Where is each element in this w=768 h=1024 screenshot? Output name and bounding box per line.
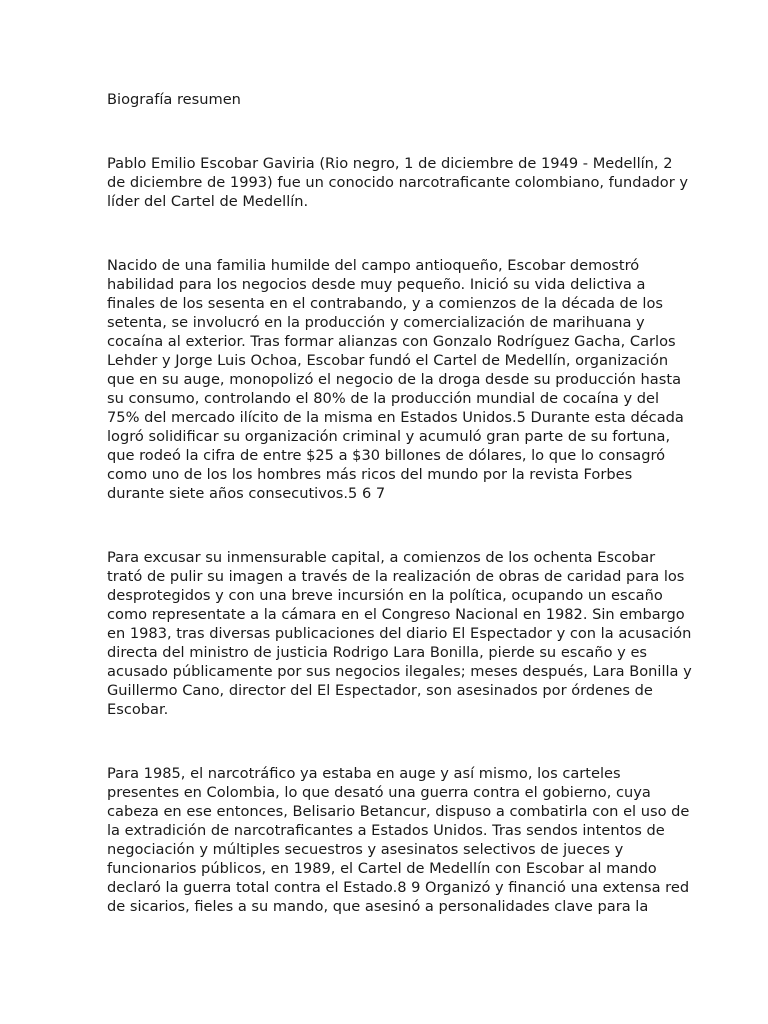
text-line: líder del Cartel de Medellín. <box>107 193 309 210</box>
text-line: Para 1985, el narcotráfico ya estaba en auge y así mismo, los carteles <box>107 765 621 782</box>
text-line: cabeza en ese entonces, Belisario Betancur, dispuso a combatirla con el uso de <box>107 803 690 820</box>
text-line: como representate a la cámara en el Congreso Nacional en 1982. Sin embargo <box>107 606 685 623</box>
paragraph-war <box>107 764 690 916</box>
text-line: declaró la guerra total contra el Estado.8 9 Organizó y financió una extensa red <box>107 879 690 896</box>
text-line: directa del ministro de justicia Rodrigo Lara Bonilla, pierde su escaño y es <box>107 644 648 661</box>
text-line: trató de pulir su imagen a través de la realización de obras de caridad para los <box>107 568 685 585</box>
text-line: de sicarios, fieles a su mando, que asesinó a personalidades clave para la <box>107 898 649 915</box>
text-line: funcionarios públicos, en 1989, el Cartel de Medellín con Escobar al mando <box>107 860 657 877</box>
text-line: de diciembre de 1993) fue un conocido narcotraficante colombiano, fundador y <box>107 174 688 191</box>
text-line: presentes en Colombia, lo que desató una guerra contra el gobierno, cuya <box>107 784 651 801</box>
text-line: Pablo Emilio Escobar Gaviria (Rio negro, 1 de diciembre de 1949 - Medellín, 2 <box>107 155 673 172</box>
paragraph-intro <box>107 154 688 211</box>
text-line: Lehder y Jorge Luis Ochoa, Escobar fundó el Cartel de Medellín, organización <box>107 352 669 369</box>
text-line: finales de los sesenta en el contrabando, y a comienzos de la década de los <box>107 295 663 312</box>
text-line: como uno de los los hombres más ricos del mundo por la revista Forbes <box>107 466 633 483</box>
paragraph-early-life <box>107 256 684 503</box>
text-line: acusado públicamente por sus negocios ilegales; meses después, Lara Bonilla y <box>107 663 692 680</box>
text-line: negociación y múltiples secuestros y asesinatos selectivos de jueces y <box>107 841 624 858</box>
text-line: que rodeó la cifra de entre $25 a $30 billones de dólares, lo que lo consagró <box>107 447 666 464</box>
text-line: la extradición de narcotraficantes a Estados Unidos. Tras sendos intentos de <box>107 822 665 839</box>
text-line: cocaína al exterior. Tras formar alianzas con Gonzalo Rodríguez Gacha, Carlos <box>107 333 676 350</box>
text-line: desprotegidos y con una breve incursión en la política, ocupando un escaño <box>107 587 663 604</box>
text-line: habilidad para los negocios desde muy pequeño. Inició su vida delictiva a <box>107 276 646 293</box>
text-line: su consumo, controlando el 80% de la producción mundial de cocaína y del <box>107 390 660 407</box>
text-line: Guillermo Cano, director del El Espectador, son asesinados por órdenes de <box>107 682 653 699</box>
document-body <box>107 90 692 961</box>
text-line: durante siete años consecutivos.5 6 7 <box>107 485 386 502</box>
text-line: Escobar. <box>107 701 169 718</box>
text-line: setenta, se involucró en la producción y comercialización de marihuana y <box>107 314 645 331</box>
text-line: en 1983, tras diversas publicaciones del diario El Espectador y con la acusación <box>107 625 692 642</box>
text-line: Nacido de una familia humilde del campo antioqueño, Escobar demostró <box>107 257 640 274</box>
text-line: logró solidificar su organización criminal y acumuló gran parte de su fortuna, <box>107 428 671 445</box>
text-line: que en su auge, monopolizó el negocio de la droga desde su producción hasta <box>107 371 682 388</box>
text-line: 75% del mercado ilícito de la misma en Estados Unidos.5 Durante esta década <box>107 409 684 426</box>
paragraph-politics <box>107 548 692 719</box>
text-line: Para excusar su inmensurable capital, a comienzos de los ochenta Escobar <box>107 549 656 566</box>
document-title: Biografía resumen <box>107 91 241 108</box>
